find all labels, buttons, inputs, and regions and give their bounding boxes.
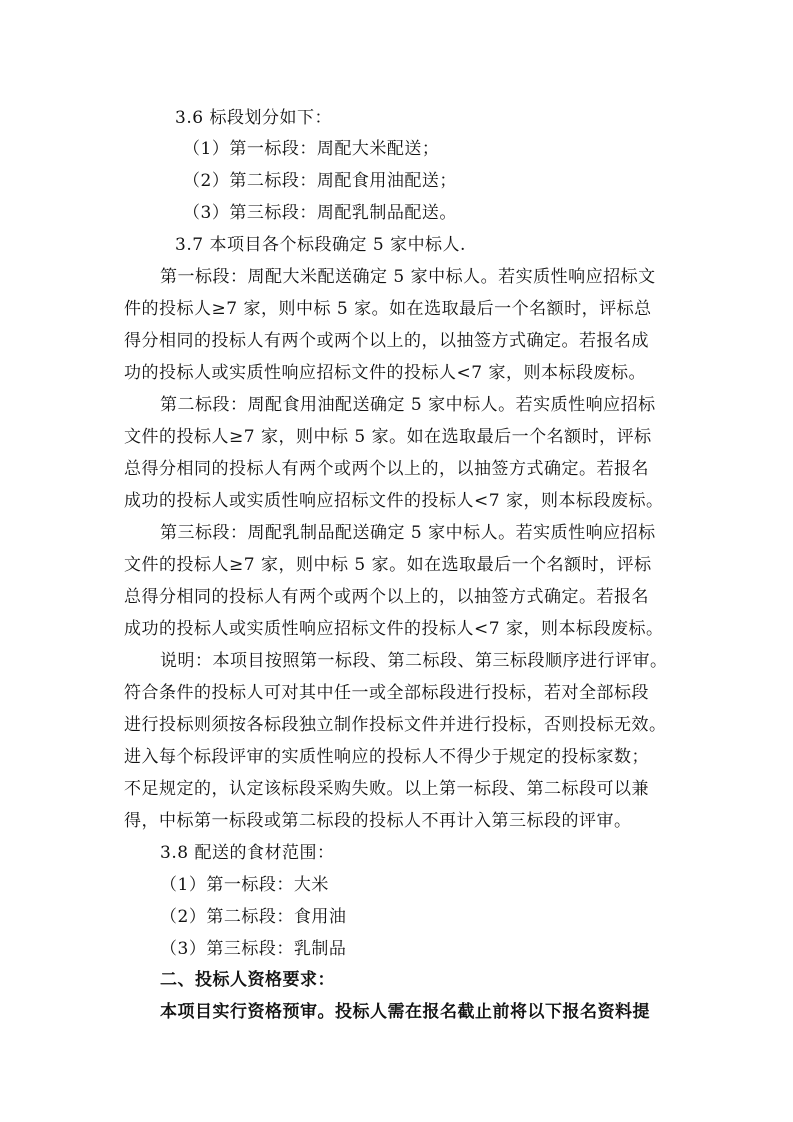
section-3-8-heading: 3.8 配送的食材范围：	[160, 843, 335, 863]
section-2-first-line: 本项目实行资格预审。投标人需在报名截止前将以下报名资料提	[160, 1002, 650, 1022]
section-2-heading: 二、投标人资格要求：	[160, 970, 335, 990]
para-2-line-4: 成功的投标人或实质性响应招标文件的投标人<7 家，则本标段废标。	[124, 491, 664, 511]
para-2-line-3: 总得分相同的投标人有两个或两个以上的，以抽签方式确定。若报名	[124, 459, 649, 479]
section-3-8-item-2: （2）第二标段：食用油	[160, 907, 347, 927]
section-3-8-item-1: （1）第一标段：大米	[160, 875, 329, 895]
section-3-7-heading: 3.7 本项目各个标段确定 5 家中标人.	[175, 235, 466, 255]
para-1-line-4: 功的投标人或实质性响应招标文件的投标人<7 家，则本标段废标。	[124, 363, 646, 383]
section-3-6-heading: 3.6 标段划分如下：	[175, 108, 332, 128]
para-1-line-3: 得分相同的投标人有两个或两个以上的，以抽签方式确定。若报名成	[124, 331, 649, 351]
para-1-line-2: 件的投标人≥7 家，则中标 5 家。如在选取最后一个名额时，评标总	[124, 299, 652, 319]
para-3-line-3: 总得分相同的投标人有两个或两个以上的，以抽签方式确定。若报名	[124, 587, 649, 607]
note-line-5: 不足规定的，认定该标段采购失败。以上第一标段、第二标段可以兼	[124, 779, 649, 799]
note-line-2: 符合条件的投标人可对其中任一或全部标段进行投标，若对全部标段	[124, 683, 649, 703]
note-line-4: 进入每个标段评审的实质性响应的投标人不得少于规定的投标家数；	[124, 747, 649, 767]
section-3-6-item-2: （2）第二标段：周配食用油配送；	[183, 171, 457, 191]
note-line-6: 得，中标第一标段或第二标段的投标人不再计入第三标段的评审。	[124, 811, 632, 831]
section-3-6-item-3: （3）第三标段：周配乳制品配送。	[183, 203, 457, 223]
section-3-6-item-1: （1）第一标段：周配大米配送；	[183, 139, 440, 159]
note-line-3: 进行投标则须按各标段独立制作投标文件并进行投标，否则投标无效。	[124, 715, 667, 735]
section-3-8-item-3: （3）第三标段：乳制品	[160, 939, 347, 959]
para-3-line-2: 文件的投标人≥7 家，则中标 5 家。如在选取最后一个名额时，评标	[124, 555, 652, 575]
para-2-line-1: 第二标段：周配食用油配送确定 5 家中标人。若实质性响应招标	[160, 395, 656, 415]
para-3-line-1: 第三标段：周配乳制品配送确定 5 家中标人。若实质性响应招标	[160, 523, 656, 543]
para-2-line-2: 文件的投标人≥7 家，则中标 5 家。如在选取最后一个名额时，评标	[124, 427, 652, 447]
para-3-line-4: 成功的投标人或实质性响应招标文件的投标人<7 家，则本标段废标。	[124, 619, 664, 639]
note-line-1: 说明：本项目按照第一标段、第二标段、第三标段顺序进行评审。	[160, 651, 668, 671]
para-1-line-1: 第一标段：周配大米配送确定 5 家中标人。若实质性响应招标文	[160, 267, 656, 287]
